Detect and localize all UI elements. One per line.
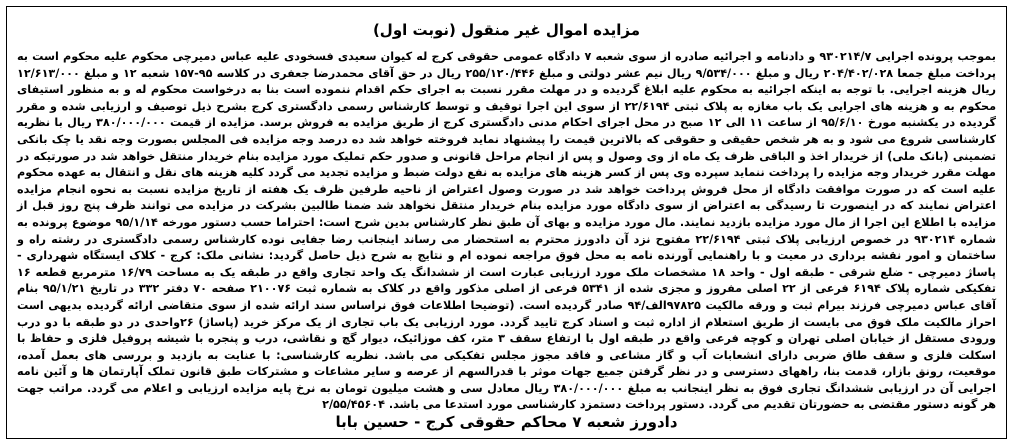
auction-notice: [6, 6, 1007, 439]
notice-signature: دادورز شعبه ۷ محاکم حقوقی کرج - حسین بابا: [335, 413, 678, 431]
notice-body: [17, 49, 996, 414]
notice-paragraph: بموجب پرونده اجرایی ۹۳۰۲۱۴/۷ و دادنامه و اجرائیه صادره از سوی شعبه ۷ دادگاه عمومی حقوقی کرج له کیوان سعیدی فسخودی علیه عباس دمیرچی محکوم علیه محکوم است به پرداخت مبلغ جمعا ۲۰۴/۴۰۲/۰۲۸ ریال و مبلغ ۹/۵۳۴/۰۰۰ ریال نیم عشر دولتی و مبلغ ۲۵۵/۱۲۰/۴۴۶ ریال در حق آقای محمدرضا جعفری در کلاسه ۹۵-۱۵۷ شعبه ۱۲ و مبلغ ۱۲/۶۱۳/۰۰۰ ریال هزینه اجرایی. با توجه به اینکه اجرائیه به محکوم علیه ابلاغ گردیده و در مهلت مقرر نسبت به اجرای حکم اقدام ننموده است بنا به درخواست محکوم له و به منظور استیفای محکوم به و هزینه های اجرایی یک باب مغازه به پلاک ثبتی ۲۲/۶۱۹۴ از سوی این اجرا توقیف و توسط کارشناس رسمی دادگستری کرج بشرح ذیل توصیف و ارزیابی شده و مقرر گردیده در یکشنبه مورخ ۹۵/۶/۱۰ از ساعت ۱۱ الی ۱۲ صبح در محل اجرای احکام مدنی دادگستری کرج از طریق مزایده به فروش برسد. مزایده از قیمت ۳۸۰/۰۰۰/۰۰۰ ریال با نظریه کارشناسی شروع می شود و به هر شخص حقیقی و حقوقی که بالاترین قیمت را پیشنهاد نماید فروخته خواهد شد ده درصد وجه مزایده فی المجلس بصورت وجه نقد یا چک بانکی تضمینی (بانک ملی) از خریدار اخذ و الباقی ظرف یک ماه از وی وصول و پس از انجام مراحل قانونی و صدور حکم تملیک مورد مزایده بنام خریدار منتقل خواهد شد در صورتیکه در مهلت مقرر خریدار وجه مزایده را پرداخت ننماید سپرده وی پس از کسر هزینه های مزایده به نفع دولت ضبط و مزایده تجدید می گردد کلیه هزینه های نقل و انتقال به عهده محکوم علیه است که در صورت موافقت دادگاه از محل فروش پرداخت خواهد شد در صورت وصول اعتراض از ناحیه طرفین ظرف یک هفته از تاریخ مزایده نسبت به نحوه انجام مزایده اعتراض نمایند که در اینصورت تا رسیدگی به اعتراض از سوی دادگاه مورد مزایده بنام خریدار منتقل نخواهد شد ضمنا طالبین بشرکت در مزایده می توانند ظرف پنج روز قبل از مزایده با اطلاع این اجرا از مال مورد مزایده بازدید نمایند. مال مورد مزایده و بهای آن طبق نظر کارشناس بدین شرح است: احتراما حسب دستور مورخه ۹۵/۱/۱۴ موضوع پرونده به شماره ۹۳۰۲۱۴ در خصوص ارزیابی پلاک ثبتی ۲۲/۶۱۹۴ مفتوح نزد آن دادورز محترم به استحضار می رساند اینجانب رضا جفایی نوده کارشناس رسمی دادگستری در رشته راه و ساختمان و امور نقشه برداری در معیت و با راهنمایی آورنده نامه به محل فوق مراجعه نموده ام و نتایج به شرح ذیل حاصل گردید: نشانی ملک: کرج - کلاک ایستگاه شهرداری - پاساژ دمیرچی - ضلع شرقی - طبقه اول - واحد ۱۸ مشخصات ملک مورد ارزیابی عبارت است از ششدانگ یک واحد تجاری واقع در طبقه یک به مساحت ۱۶/۷۹ مترمربع قطعه ۱۶ تفکیکی شماره پلاک ۶۱۹۴ فرعی از ۲۲ اصلی مفروز و مجزی شده از ۵۳۴۱ فرعی از اصلی مذکور واقع در کلاک به شماره ثبت ۲۱۰۰۷۶ صفحه ۷۰ دفتر ۳۳۲ در تاریخ ۹۵/۱/۲۱ بنام آقای عباس دمیرچی فرزند بیرام ثبت و ورقه مالکیت ۹۷۸۲۵الف/۹۴ صادر گردیده است. (توضیحا اطلاعات فوق نراساس سند ارائه شده از سوی متقاضی ارائه گردیده بدیهی است احراز مالکیت ملک فوق می بایست از طریق استعلام از اداره ثبت و اسناد کرج تایید گردد. مورد ارزیابی یک باب تجاری از یک مرکز خرید (پاساژ) ۲۶واحدی در دو طبقه با دو درب ورودی مستقل از خیابان اصلی تهران و کوچه فرعی واقع در طبقه اول با ارتفاع سقف ۳ متر، کف موزائیک، دیوار گچ و نقاشی، درب و پنجره با شیشه پروفیل فلزی و حفاظ با اسکلت فلزی و سقف طاق ضربی دارای انشعابات آب و گاز مشاعی و فاقد مجوز مجلس تفکیکی می باشد. نظریه کارشناسی: با عنایت به بازدید و بررسی های بعمل آمده، موقعیت، رونق بازار، قدمت بنا، راههای دسترسی و در نظر گرفتن جمیع جهات موثر با قدرالسهم از عرصه و سایر مشاعات و مشترکات طبق قانون تملک آپارتمان ها و آئین نامه اجرایی آن در ارزیابی ششدانگ تجاری فوق به نظر اینجانب به مبلغ ۳۸۰/۰۰۰/۰۰۰ ریال معادل سی و هشت میلیون تومان به نرخ پایه مزایده ارزیابی و اعلام می گردد. مراتب جهت هر گونه دستور مقتضی به حضورتان تقدیم می گردد. دستور پرداخت دستمزد کارشناسی مورد استدعا می باشد. ۲/۵۵/۴۵۶۰۴: [17, 50, 997, 412]
notice-title: مزایده اموال غیر منقول (نوبت اول): [372, 21, 641, 39]
